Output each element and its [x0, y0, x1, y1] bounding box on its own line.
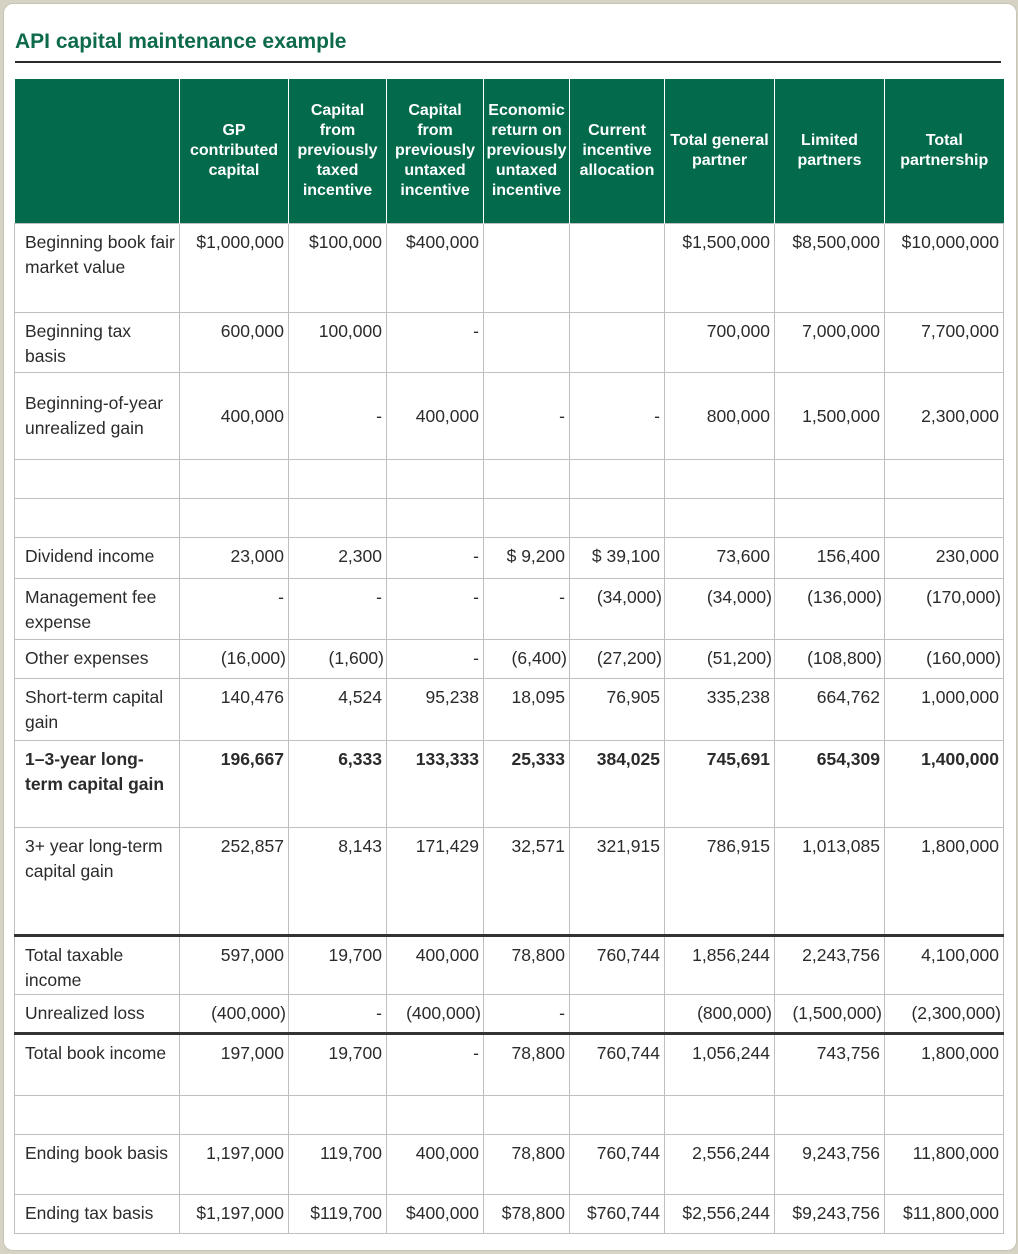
table-cell: [484, 499, 570, 538]
table-cell: (136,000): [775, 579, 885, 640]
table-cell: (6,400): [484, 640, 570, 679]
table-cell: (160,000): [885, 640, 1004, 679]
table-row: [15, 828, 1004, 936]
table-row: [15, 538, 1004, 579]
table-cell: (51,200): [665, 640, 775, 679]
table-cell: 7,000,000: [775, 313, 885, 373]
table-cell: 11,800,000: [885, 1135, 1004, 1195]
table-cell: $10,000,000: [885, 224, 1004, 313]
table-cell: 4,100,000: [885, 936, 1004, 995]
table-cell: 1,056,244: [665, 1034, 775, 1096]
table-cell: 800,000: [665, 373, 775, 460]
table-row: [15, 936, 1004, 995]
table-cell: [387, 499, 484, 538]
table-cell: (16,000): [180, 640, 289, 679]
row-label: Beginning-of-year unrealized gain: [15, 373, 180, 460]
header-total-general-partner: Total general partner: [665, 79, 775, 224]
table-cell: [180, 1096, 289, 1135]
table-cell: 760,744: [570, 936, 665, 995]
header-capital-previously-taxed: Capital from previously taxed incentive: [289, 79, 387, 224]
table-cell: 156,400: [775, 538, 885, 579]
table-cell: $ 39,100: [570, 538, 665, 579]
table-cell: [484, 460, 570, 499]
table-cell: -: [570, 373, 665, 460]
table-cell: (400,000): [180, 995, 289, 1034]
table-cell: 400,000: [387, 373, 484, 460]
row-label: Short-term capital gain: [15, 679, 180, 741]
table-row: [15, 1135, 1004, 1195]
row-label: Management fee expense: [15, 579, 180, 640]
table-cell: 743,756: [775, 1034, 885, 1096]
row-label: Total book income: [15, 1034, 180, 1096]
table-row: [15, 995, 1004, 1034]
table-cell: 400,000: [387, 936, 484, 995]
table-cell: 133,333: [387, 741, 484, 828]
table-cell: [775, 499, 885, 538]
table-cell: 196,667: [180, 741, 289, 828]
table-cell: 7,700,000: [885, 313, 1004, 373]
row-label: [15, 460, 180, 499]
table-cell: 1,400,000: [885, 741, 1004, 828]
row-label: Other expenses: [15, 640, 180, 679]
table-cell: 600,000: [180, 313, 289, 373]
table-cell: 335,238: [665, 679, 775, 741]
table-cell: -: [387, 579, 484, 640]
table-cell: $ 9,200: [484, 538, 570, 579]
table-cell: (34,000): [570, 579, 665, 640]
table-cell: [289, 1096, 387, 1135]
table-cell: (27,200): [570, 640, 665, 679]
table-cell: (800,000): [665, 995, 775, 1034]
exhibit-title: API capital maintenance example: [15, 30, 347, 53]
table-cell: [180, 460, 289, 499]
table-cell: -: [484, 995, 570, 1034]
table-cell: 597,000: [180, 936, 289, 995]
table-cell: -: [289, 579, 387, 640]
table-cell: 2,300: [289, 538, 387, 579]
table-cell: $11,800,000: [885, 1195, 1004, 1234]
table-cell: 321,915: [570, 828, 665, 936]
table-cell: (2,300,000): [885, 995, 1004, 1034]
table-cell: 197,000: [180, 1034, 289, 1096]
table-cell: 95,238: [387, 679, 484, 741]
table-cell: $119,700: [289, 1195, 387, 1234]
row-label: Ending tax basis: [15, 1195, 180, 1234]
table-cell: $760,744: [570, 1195, 665, 1234]
table-cell: 23,000: [180, 538, 289, 579]
table-cell: 4,524: [289, 679, 387, 741]
table-row: [15, 460, 1004, 499]
table-cell: 8,143: [289, 828, 387, 936]
table-cell: 1,856,244: [665, 936, 775, 995]
table-cell: (1,600): [289, 640, 387, 679]
table-cell: 760,744: [570, 1135, 665, 1195]
title-divider: [15, 61, 1001, 63]
table-cell: [570, 224, 665, 313]
table-cell: [484, 313, 570, 373]
table-cell: 78,800: [484, 936, 570, 995]
table-cell: 664,762: [775, 679, 885, 741]
table-cell: -: [180, 579, 289, 640]
table-cell: 700,000: [665, 313, 775, 373]
table-cell: $9,243,756: [775, 1195, 885, 1234]
table-cell: 760,744: [570, 1034, 665, 1096]
table-cell: [484, 1096, 570, 1135]
table-cell: $8,500,000: [775, 224, 885, 313]
table-cell: $1,500,000: [665, 224, 775, 313]
table-cell: [775, 1096, 885, 1135]
table-row: [15, 373, 1004, 460]
table-cell: -: [289, 373, 387, 460]
table-cell: 25,333: [484, 741, 570, 828]
table-cell: [570, 995, 665, 1034]
table-cell: [484, 224, 570, 313]
table-cell: [570, 313, 665, 373]
table-cell: [289, 460, 387, 499]
table-row: [15, 1096, 1004, 1135]
table-cell: 119,700: [289, 1135, 387, 1195]
table-row: [15, 640, 1004, 679]
table-cell: 73,600: [665, 538, 775, 579]
table-cell: (34,000): [665, 579, 775, 640]
table-cell: [570, 460, 665, 499]
table-cell: -: [484, 579, 570, 640]
header-gp-contributed-capital: GP contributed capital: [180, 79, 289, 224]
row-label: Ending book basis: [15, 1135, 180, 1195]
table-cell: [885, 499, 1004, 538]
table-cell: -: [484, 373, 570, 460]
table-cell: $100,000: [289, 224, 387, 313]
table-cell: [180, 499, 289, 538]
header-limited-partners: Limited partners: [775, 79, 885, 224]
row-label: 3+ year long-term capital gain: [15, 828, 180, 936]
table-cell: 19,700: [289, 936, 387, 995]
table-cell: 76,905: [570, 679, 665, 741]
table-cell: 400,000: [180, 373, 289, 460]
table-cell: $1,197,000: [180, 1195, 289, 1234]
table-cell: $78,800: [484, 1195, 570, 1234]
table-cell: 786,915: [665, 828, 775, 936]
table-cell: 32,571: [484, 828, 570, 936]
table-row: [15, 579, 1004, 640]
row-label: Dividend income: [15, 538, 180, 579]
table-cell: 745,691: [665, 741, 775, 828]
row-label: Beginning tax basis: [15, 313, 180, 373]
table-cell: 1,800,000: [885, 828, 1004, 936]
table-cell: 19,700: [289, 1034, 387, 1096]
table-row: [15, 1195, 1004, 1234]
table-cell: 1,500,000: [775, 373, 885, 460]
table-cell: [775, 460, 885, 499]
table-cell: 2,243,756: [775, 936, 885, 995]
table-cell: -: [289, 995, 387, 1034]
table-row: [15, 224, 1004, 313]
table-cell: 6,333: [289, 741, 387, 828]
table-cell: $1,000,000: [180, 224, 289, 313]
table-cell: [570, 499, 665, 538]
header-label-column: [15, 79, 180, 224]
table-cell: 1,197,000: [180, 1135, 289, 1195]
row-label: [15, 499, 180, 538]
table-cell: 400,000: [387, 1135, 484, 1195]
table-cell: 2,300,000: [885, 373, 1004, 460]
table-cell: 78,800: [484, 1135, 570, 1195]
table-cell: 18,095: [484, 679, 570, 741]
table-cell: $400,000: [387, 224, 484, 313]
table-cell: -: [387, 640, 484, 679]
table-cell: 171,429: [387, 828, 484, 936]
row-label: Unrealized loss: [15, 995, 180, 1034]
table-cell: (108,800): [775, 640, 885, 679]
row-label: 1–3-year long-term capital gain: [15, 741, 180, 828]
table-cell: 100,000: [289, 313, 387, 373]
table-cell: -: [387, 538, 484, 579]
table-body: [15, 224, 1004, 1234]
table-cell: [665, 460, 775, 499]
row-label: [15, 1096, 180, 1135]
table-row: [15, 679, 1004, 741]
table-cell: 230,000: [885, 538, 1004, 579]
header-total-partnership: Total partnership: [885, 79, 1004, 224]
table-cell: -: [387, 313, 484, 373]
table-cell: $400,000: [387, 1195, 484, 1234]
table-cell: (170,000): [885, 579, 1004, 640]
table-cell: $2,556,244: [665, 1195, 775, 1234]
table-cell: 2,556,244: [665, 1135, 775, 1195]
capital-maintenance-table: [14, 79, 1004, 1234]
table-cell: 1,013,085: [775, 828, 885, 936]
table-cell: [387, 1096, 484, 1135]
table-cell: [665, 499, 775, 538]
table-cell: 9,243,756: [775, 1135, 885, 1195]
header-capital-previously-untaxed: Capital from previously untaxed incentive: [387, 79, 484, 224]
table-row: [15, 741, 1004, 828]
table-cell: 384,025: [570, 741, 665, 828]
table-cell: -: [387, 1034, 484, 1096]
table-row: [15, 499, 1004, 538]
table-header-row: [15, 79, 1004, 224]
table-cell: 78,800: [484, 1034, 570, 1096]
table-cell: [665, 1096, 775, 1135]
row-label: Beginning book fair market value: [15, 224, 180, 313]
table-row: [15, 313, 1004, 373]
table-cell: [885, 460, 1004, 499]
table-cell: [570, 1096, 665, 1135]
table-cell: 1,800,000: [885, 1034, 1004, 1096]
header-current-incentive: Current incentive allocation: [570, 79, 665, 224]
row-label: Total taxable income: [15, 936, 180, 995]
table-cell: [387, 460, 484, 499]
table-cell: 1,000,000: [885, 679, 1004, 741]
table-cell: (400,000): [387, 995, 484, 1034]
table-cell: 252,857: [180, 828, 289, 936]
table-cell: [885, 1096, 1004, 1135]
table-cell: [289, 499, 387, 538]
table-cell: (1,500,000): [775, 995, 885, 1034]
table-cell: 654,309: [775, 741, 885, 828]
exhibit-card: [3, 3, 1017, 1251]
table-row: [15, 1034, 1004, 1096]
table-cell: 140,476: [180, 679, 289, 741]
header-economic-return: Economic return on previously untaxed incentive: [484, 79, 570, 224]
